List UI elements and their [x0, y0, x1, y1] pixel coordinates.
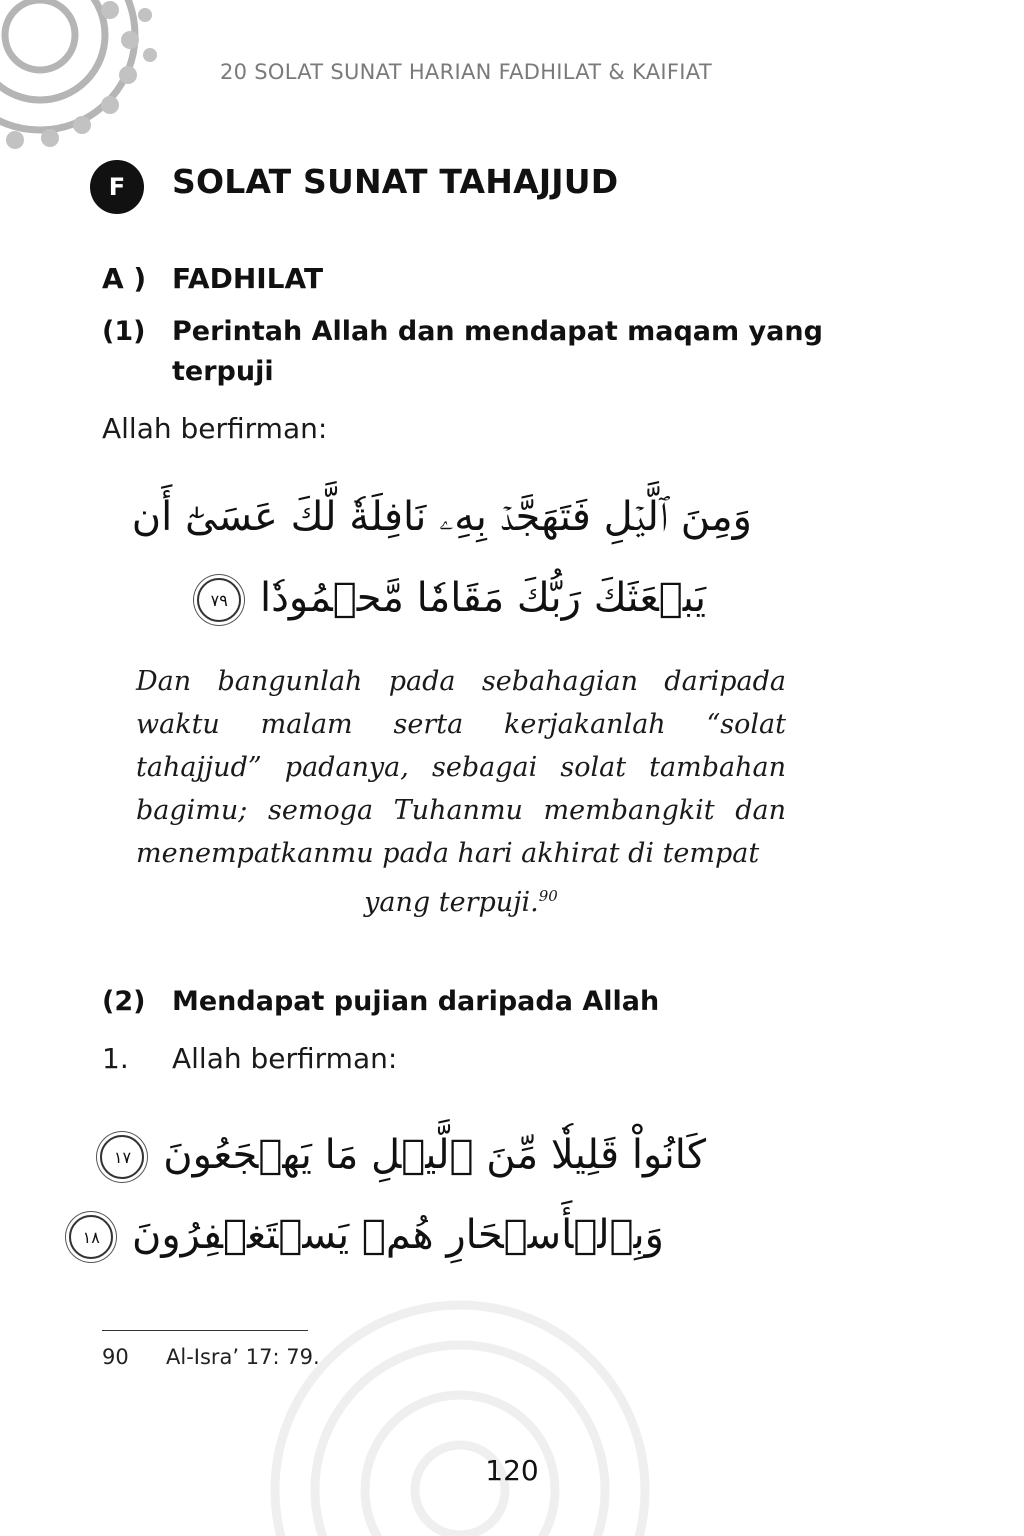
footnote-text: Al-Isra’ 17: 79. [166, 1345, 320, 1369]
arabic-verse-line [63, 1212, 664, 1259]
arabic-verse-line [94, 1132, 706, 1179]
ayah-number-mark: ١٨ [69, 1215, 113, 1259]
footnote-ref: 90 [538, 887, 558, 905]
translation-ending: yang terpuji. [364, 887, 539, 918]
arabic-text: وَمِنَ ٱلَّيۡلِ فَتَهَجَّدۡ بِهِۦ نَافِلَةٗ لَّكَ عَسَىٰٓ أَن [131, 494, 752, 540]
ayah-number-mark: ٧٩ [197, 578, 241, 622]
arabic-text: يَبۡعَثَكَ رَبُّكَ مَقَامٗا مَّحۡمُودٗا [259, 575, 706, 621]
arabic-text: وَبِٱلۡأَسۡحَارِ هُمۡ يَسۡتَغۡفِرُونَ [131, 1212, 664, 1258]
chapter-title: SOLAT SUNAT TAHAJJUD [172, 162, 619, 201]
corner-ornament-icon [0, 0, 170, 165]
item-title: Mendapat pujian daripada Allah [172, 986, 660, 1017]
arabic-verse-line [191, 575, 706, 622]
item-number: (1) [102, 316, 146, 347]
section-title: FADHILAT [172, 262, 324, 295]
background-ornament-icon [270, 1290, 650, 1536]
list-number: 1. [102, 1042, 129, 1075]
translation-body: Dan bangunlah pada sebahagian daripada waktu malam serta kerjakanlah “solat tahajjud” padanya, sebagai solat tambahan bagimu; semoga Tuhanmu membangkit dan menempatkanmu pada hari akhirat di tempat [136, 666, 786, 869]
arabic-verse-line [132, 494, 752, 540]
intro-text: Allah berfirman: [102, 412, 328, 445]
footnote-divider [102, 1330, 308, 1331]
translation-text [136, 660, 786, 924]
ayah-number-mark: ١٧ [100, 1135, 144, 1179]
intro-text: Allah berfirman: [172, 1042, 398, 1075]
item-title: Perintah Allah dan mendapat maqam yang terpuji [172, 316, 823, 387]
running-title: 20 SOLAT SUNAT HARIAN FADHILAT & KAIFIAT [220, 60, 712, 84]
item-number: (2) [102, 986, 146, 1017]
chapter-badge: F [90, 160, 144, 214]
footnote-number: 90 [102, 1345, 129, 1369]
arabic-text: كَانُواْ قَلِيلٗا مِّنَ ٱلَّيۡلِ مَا يَهۡجَعُونَ [163, 1132, 706, 1178]
page-number: 120 [485, 1454, 539, 1487]
section-label: A ) [102, 262, 147, 295]
